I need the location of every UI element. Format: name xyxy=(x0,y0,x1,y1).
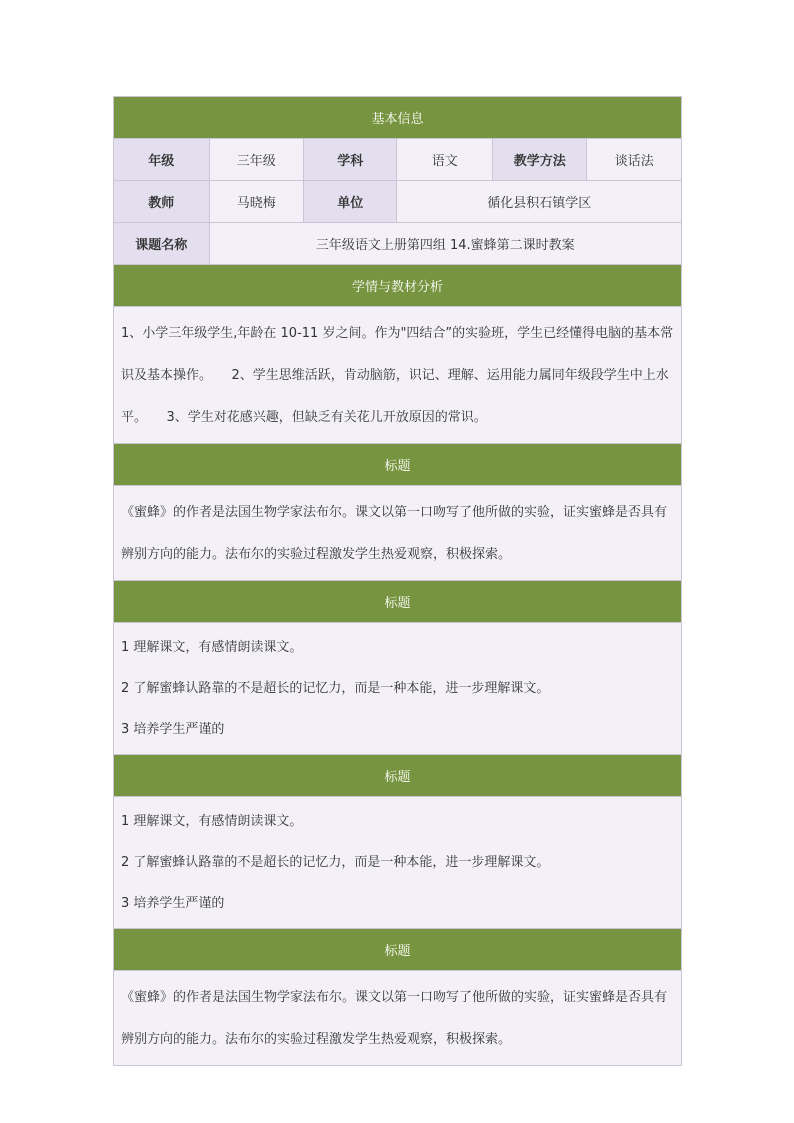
section2-header: 标题 xyxy=(114,581,682,623)
section3-line-1: 1 理解课文，有感情朗读课文。 xyxy=(121,814,303,829)
section3-header: 标题 xyxy=(114,755,682,797)
method-value: 谈话法 xyxy=(587,139,682,181)
section1-header-row xyxy=(114,444,682,486)
section4-header: 标题 xyxy=(114,929,682,971)
section1-header: 标题 xyxy=(114,444,682,486)
unit-value: 循化县积石镇学区 xyxy=(397,181,682,223)
topic-label: 课题名称 xyxy=(114,223,210,265)
section2-lines xyxy=(114,623,681,754)
analysis-text: 1、小学三年级学生,年龄在 10-11 岁之间。作为"四结合”的实验班，学生已经懂得电脑的基本常识及基本操作。 2、学生思维活跃，肯动脑筋，识记、理解、运用能力属同年级段学生中上水平。 3、学生对花感兴趣，但缺乏有关花儿开放原因的常识。 xyxy=(121,326,674,425)
grade-value: 三年级 xyxy=(209,139,303,181)
grade-label: 年级 xyxy=(114,139,210,181)
section3-body-row xyxy=(114,797,682,929)
lesson-plan-table xyxy=(113,96,682,1066)
section2-header-row xyxy=(114,581,682,623)
section4-header-row xyxy=(114,929,682,971)
teacher-value: 马晓梅 xyxy=(209,181,303,223)
section3-lines xyxy=(114,797,681,928)
method-label: 教学方法 xyxy=(492,139,586,181)
section2-line-3: 3 培养学生严谨的 xyxy=(121,722,225,737)
section2-body-row xyxy=(114,623,682,755)
topic-value: 三年级语文上册第四组 14.蜜蜂第二课时教案 xyxy=(209,223,682,265)
subject-value: 语文 xyxy=(397,139,493,181)
section1-text: 《蜜蜂》的作者是法国生物学家法布尔。课文以第一口吻写了他所做的实验，证实蜜蜂是否具有辨别方向的能力。法布尔的实验过程激发学生热爱观察，积极探索。 xyxy=(121,505,668,562)
section3-line-2: 2 了解蜜蜂认路靠的不是超长的记忆力，而是一种本能，进一步理解课文。 xyxy=(121,855,550,870)
basic-info-header: 基本信息 xyxy=(114,97,682,139)
info-row-1 xyxy=(114,139,682,181)
subject-label: 学科 xyxy=(303,139,396,181)
basic-info-header-row xyxy=(114,97,682,139)
analysis-header: 学情与教材分析 xyxy=(114,265,682,307)
section4-text: 《蜜蜂》的作者是法国生物学家法布尔。课文以第一口吻写了他所做的实验，证实蜜蜂是否具有辨别方向的能力。法布尔的实验过程激发学生热爱观察，积极探索。 xyxy=(121,990,668,1047)
section3-header-row xyxy=(114,755,682,797)
section2-line-1: 1 理解课文，有感情朗读课文。 xyxy=(121,640,303,655)
info-row-3 xyxy=(114,223,682,265)
teacher-label: 教师 xyxy=(114,181,210,223)
section1-body-row xyxy=(114,486,682,581)
section4-body-row xyxy=(114,971,682,1066)
analysis-body-row xyxy=(114,307,682,444)
info-row-2 xyxy=(114,181,682,223)
lesson-plan-sheet xyxy=(113,96,682,1066)
section3-line-3: 3 培养学生严谨的 xyxy=(121,896,225,911)
unit-label: 单位 xyxy=(303,181,396,223)
section2-line-2: 2 了解蜜蜂认路靠的不是超长的记忆力，而是一种本能，进一步理解课文。 xyxy=(121,681,550,696)
analysis-header-row xyxy=(114,265,682,307)
